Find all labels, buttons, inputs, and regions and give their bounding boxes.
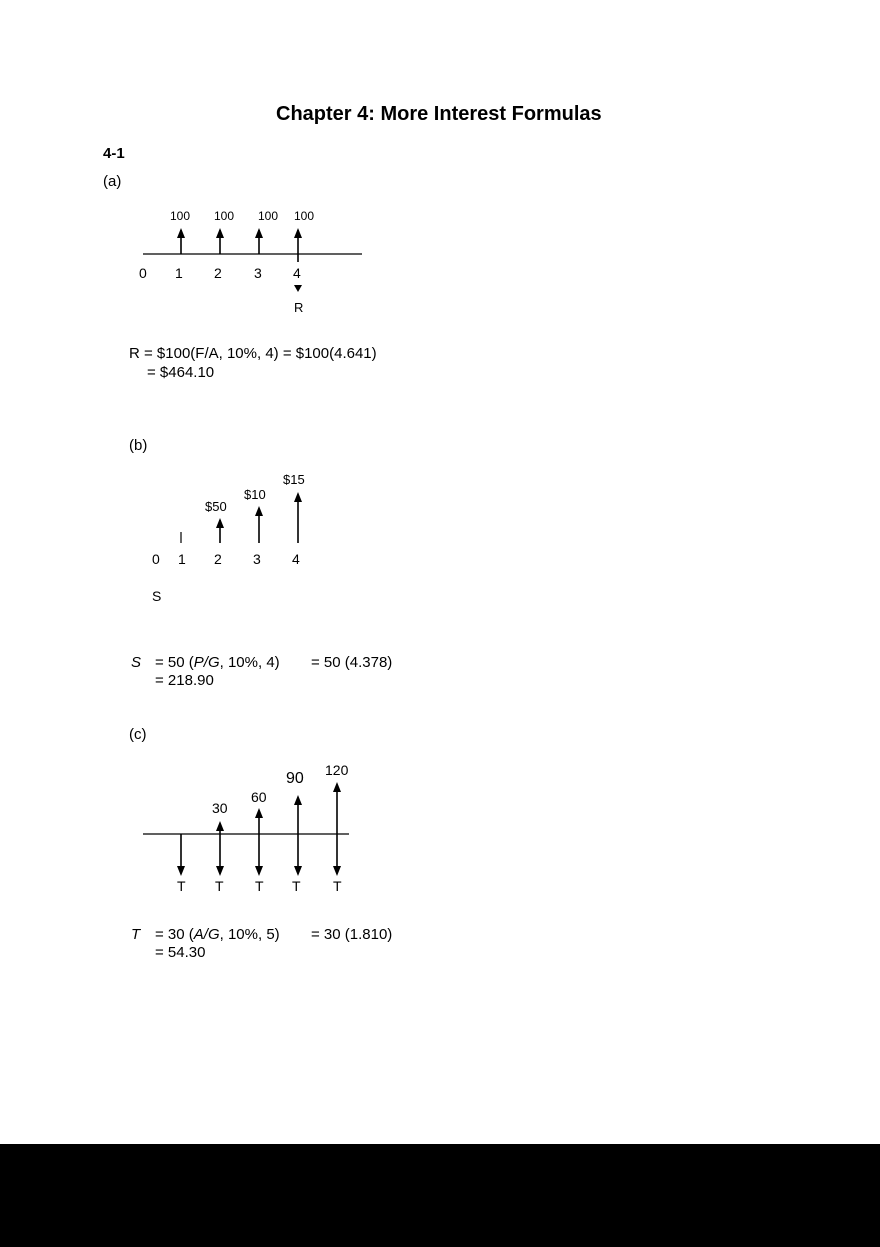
- amount-label-120: 120: [325, 762, 349, 778]
- part-b-equation-line1: [155, 654, 280, 671]
- period-b-label-4: 4: [292, 551, 300, 567]
- eq-c-prefix: = 30 (: [155, 926, 194, 943]
- part-b-label: (b): [129, 437, 148, 454]
- diagram-b: [181, 492, 302, 543]
- amount-label-50: $50: [205, 499, 227, 514]
- amount-label-30: 30: [212, 800, 228, 816]
- t-label-1: T: [177, 878, 186, 894]
- receipt-label-4: 100: [294, 209, 315, 223]
- part-a-equation-line1: R = $100(F/A, 10%, 4) = $100(4.641): [129, 345, 377, 362]
- diagram-a: [143, 228, 362, 292]
- problem-number: 4-1: [103, 145, 125, 162]
- period-b-label-0: 0: [152, 551, 160, 567]
- part-c-equation-line1: [155, 926, 280, 943]
- part-a-equation-line2: = $464.10: [147, 364, 215, 381]
- receipt-label-1: 100: [170, 209, 191, 223]
- result-label-s: S: [152, 588, 162, 604]
- bottom-black-band: [0, 1144, 880, 1247]
- period-b-label-2: 2: [214, 551, 222, 567]
- eq-c-args: , 10%, 5): [219, 926, 280, 943]
- eq-b-args: , 10%, 4): [219, 654, 280, 671]
- amount-label-60: 60: [251, 789, 267, 805]
- period-label-4: 4: [293, 265, 301, 281]
- part-b-eq-var: S: [131, 654, 142, 671]
- period-label-3: 3: [254, 265, 262, 281]
- period-label-2: 2: [214, 265, 222, 281]
- chapter-title: Chapter 4: More Interest Formulas: [276, 103, 602, 125]
- result-label-r: R: [294, 300, 304, 315]
- amount-label-90: 90: [286, 770, 304, 787]
- eq-b-prefix: = 50 (: [155, 654, 194, 671]
- receipt-label-2: 100: [214, 209, 235, 223]
- t-label-2: T: [215, 878, 224, 894]
- period-b-label-3: 3: [253, 551, 261, 567]
- period-label-1: 1: [175, 265, 183, 281]
- diagram-c: [143, 782, 349, 876]
- eq-b-factor: P/G: [193, 654, 220, 671]
- part-b-equation-result: = 50 (4.378): [311, 654, 393, 671]
- amount-label-10: $10: [244, 487, 266, 502]
- t-label-5: T: [333, 878, 342, 894]
- part-c-eq-var: T: [131, 926, 141, 943]
- amount-label-15: $15: [283, 472, 305, 487]
- part-c-label: (c): [129, 726, 147, 743]
- part-b-equation-line2: = 218.90: [155, 672, 214, 689]
- part-c-equation-result: = 30 (1.810): [311, 926, 393, 943]
- t-label-3: T: [255, 878, 264, 894]
- period-label-0: 0: [139, 265, 147, 281]
- t-label-4: T: [292, 878, 301, 894]
- receipt-label-3: 100: [258, 209, 279, 223]
- period-b-label-1: 1: [178, 551, 186, 567]
- part-c-equation-line2: = 54.30: [155, 944, 206, 961]
- eq-c-factor: A/G: [193, 926, 220, 943]
- part-a-label: (a): [103, 173, 122, 190]
